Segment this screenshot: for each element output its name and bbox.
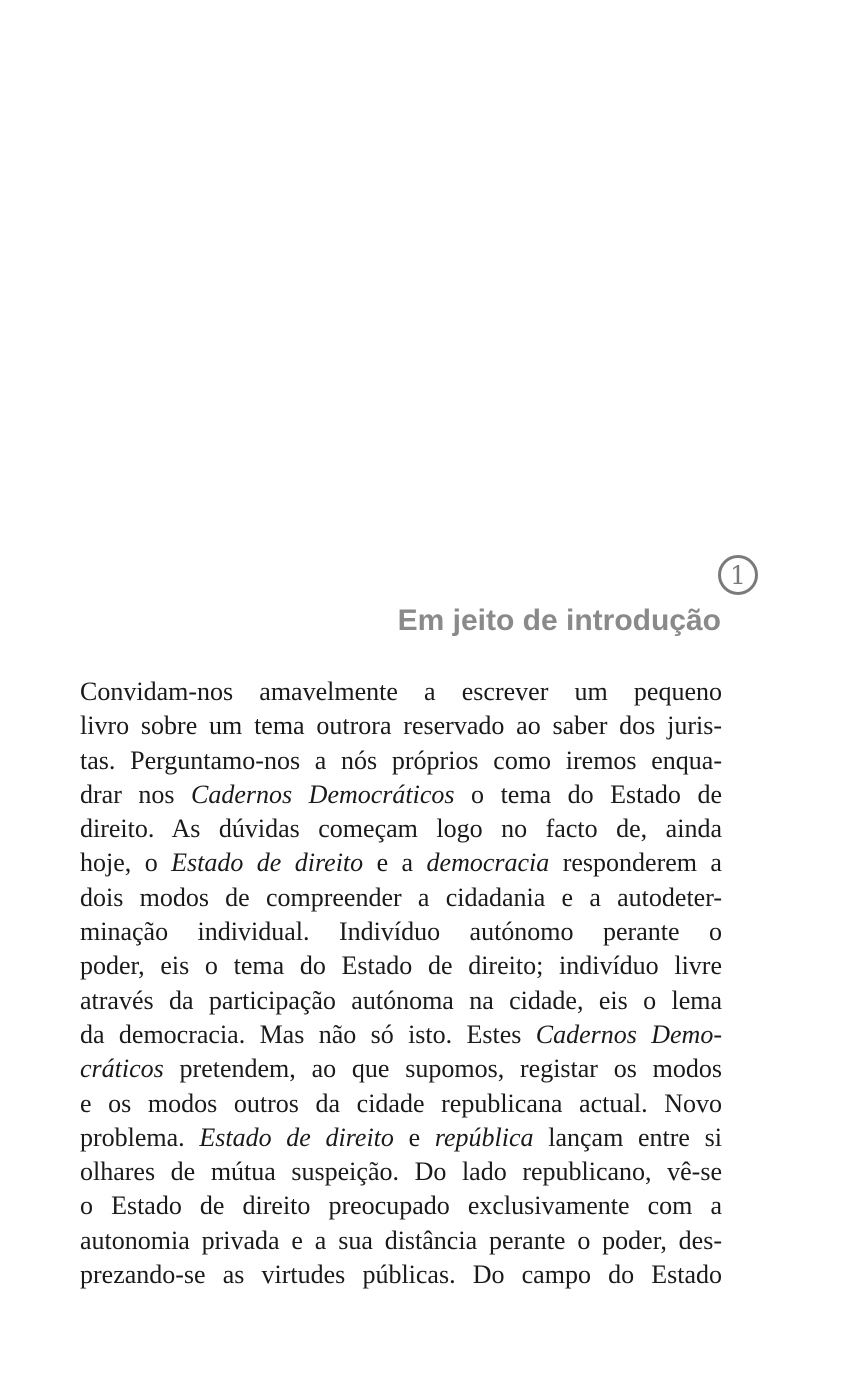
- text-line: [80, 1155, 722, 1189]
- text-segment: drar nos: [80, 779, 192, 809]
- text-segment: tas. Perguntamo-nos a nós próprios como iremos enqua-: [80, 745, 722, 775]
- text-segment: problema.: [80, 1122, 200, 1152]
- text-segment: e os modos outros da cidade republicana actual. Novo: [80, 1088, 722, 1118]
- text-line: [80, 812, 722, 846]
- text-line: [80, 915, 722, 949]
- text-segment: pretendem, ao que supomos, registar os modos: [163, 1054, 722, 1084]
- text-segment: e: [393, 1122, 435, 1152]
- text-line: [80, 709, 722, 743]
- text-segment: e a: [363, 848, 427, 878]
- text-segment: livro sobre um tema outrora reservado ao saber dos juris-: [80, 711, 722, 741]
- text-segment: lançam entre si: [533, 1122, 722, 1152]
- italic-text: democracia: [426, 848, 550, 878]
- text-line: [80, 1121, 722, 1155]
- italic-text: Cadernos Democráticos: [191, 779, 455, 809]
- text-segment: prezando-se as virtudes públicas. Do campo do Estado: [80, 1260, 722, 1290]
- text-segment: dois modos de compreender a cidadania e a autodeter-: [80, 882, 722, 912]
- text-line: [80, 1224, 722, 1258]
- text-line: [80, 984, 722, 1018]
- text-segment: hoje, o: [80, 848, 172, 878]
- text-line: [80, 846, 722, 880]
- text-line: [80, 1258, 722, 1292]
- italic-text: Cadernos Demo-: [535, 1019, 722, 1049]
- text-segment: olhares de mútua suspeição. Do lado republicano, vê-se: [80, 1157, 722, 1187]
- text-line: [80, 744, 722, 778]
- text-line: [80, 949, 722, 983]
- text-segment: minação individual. Indivíduo autónomo perante o: [80, 917, 722, 947]
- italic-text: Estado de direito: [171, 848, 364, 878]
- text-line: [80, 675, 722, 709]
- chapter-title: Em jeito de introdução: [397, 604, 721, 637]
- body-paragraph: [80, 675, 722, 1292]
- text-segment: através da participação autónoma na cidade, eis o lema: [80, 985, 722, 1015]
- text-segment: da democracia. Mas não só isto. Estes: [80, 1019, 536, 1049]
- chapter-number: 1: [730, 561, 746, 590]
- text-segment: poder, eis o tema do Estado de direito; indivíduo livre: [80, 951, 722, 981]
- text-segment: responderem a: [549, 848, 722, 878]
- italic-text: república: [434, 1122, 534, 1152]
- text-line: [80, 1087, 722, 1121]
- text-segment: Convidam-nos amavelmente a escrever um pequeno: [80, 677, 722, 706]
- text-line: [80, 1189, 722, 1223]
- italic-text: Estado de direito: [199, 1122, 394, 1152]
- text-line: [80, 1052, 722, 1086]
- italic-text: cráticos: [80, 1054, 164, 1084]
- text-line: [80, 1018, 722, 1052]
- text-segment: o Estado de direito preocupado exclusivamente com a: [80, 1191, 722, 1221]
- text-segment: o tema do Estado de: [454, 779, 722, 809]
- text-segment: autonomia privada e a sua distância perante o poder, des-: [80, 1225, 722, 1255]
- text-segment: direito. As dúvidas começam logo no facto de, ainda: [80, 814, 722, 844]
- text-line: [80, 778, 722, 812]
- chapter-number-badge: [718, 555, 758, 595]
- text-line: [80, 881, 722, 915]
